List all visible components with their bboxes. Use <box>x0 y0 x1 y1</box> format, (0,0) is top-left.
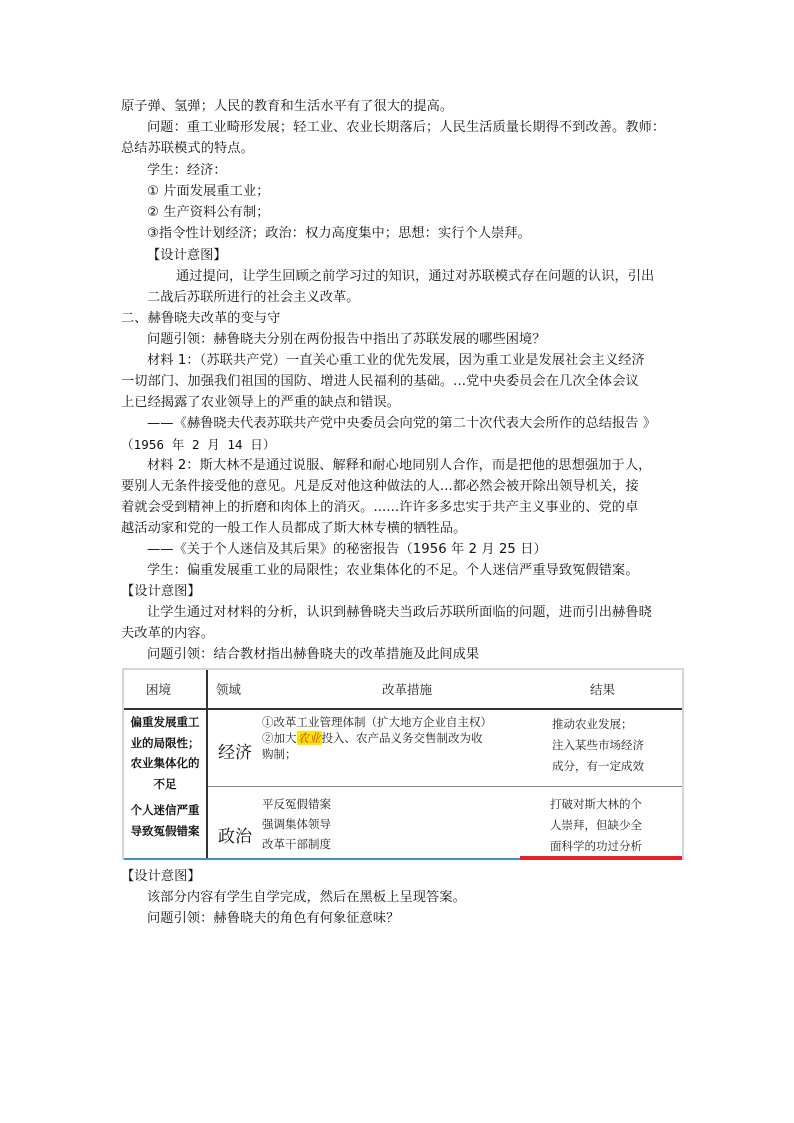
table-bottom-border <box>124 858 520 860</box>
dilemma-line: 不足 <box>153 776 177 791</box>
measure-line: 强调集体领导 <box>262 817 331 831</box>
list-item: ② 生产资料公有制； <box>147 205 270 220</box>
list-item: ① 片面发展重工业； <box>147 184 270 199</box>
result-line: 推动农业发展； <box>552 717 633 731</box>
header-measures: 改革措施 <box>382 682 433 697</box>
dilemma-line: 个人迷信严重 <box>130 803 200 817</box>
dilemma-line: 业的局限性； <box>130 735 200 750</box>
text-line: 二战后苏联所进行的社会主义改革。 <box>147 290 360 305</box>
dilemma-line: 农业集体化的 <box>130 756 200 770</box>
text-line: 通过提问，让学生回顾之前学习过的知识，通过对苏联模式存在问题的认识，引出 <box>176 269 655 284</box>
table-divider <box>206 670 208 860</box>
result-line: 注入某些市场经济 <box>552 738 644 752</box>
text-line: 问题引领：赫鲁晓夫的角色有何象征意味？ <box>147 911 400 926</box>
result-line: 面科学的功过分析 <box>550 839 642 853</box>
table-row-divider <box>208 786 684 787</box>
measure-line: 改革干部制度 <box>262 837 331 851</box>
measure-text: ②加大 <box>262 731 297 745</box>
text-line: 夫改革的内容。 <box>121 626 215 641</box>
measure-line: ①改革工业管理体制（扩大地方企业自主权） <box>262 715 492 729</box>
measure-line: 平反冤假错案 <box>262 797 331 811</box>
header-dilemma: 困境 <box>146 682 172 697</box>
reform-table-image <box>122 668 684 860</box>
text-line: 原子弹、氢弹；人民的教育和生活水平有了很大的提高。 <box>121 99 454 114</box>
citation-date: （1956 年 2 月 14 日） <box>121 437 276 452</box>
text-line: 要别人无条件接受他的意见。凡是反对他这种做法的人...都必然会被开除出领导机关，接 <box>121 479 639 494</box>
text-line: 学生：偏重发展重工业的局限性；农业集体化的不足。个人迷信严重导致冤假错案。 <box>147 563 639 578</box>
section-label: 【设计意图】 <box>121 584 201 599</box>
text-line: 问题引领：结合教材指出赫鲁晓夫的改革措施及此间成果 <box>147 647 480 662</box>
text-line: 总结苏联模式的特点。 <box>121 141 254 156</box>
text-line: 越活动家和党的一般工作人员都成了斯大林专横的牺牲品。 <box>121 521 467 536</box>
measure-line <box>262 730 483 746</box>
text-line: 学生：经济： <box>147 163 227 178</box>
text-line: 一切部门、加强我们祖国的国防、增进人民福利的基础。...党中央委员会在几次全体会议 <box>121 374 639 389</box>
text-line: 材料 1：（苏联共产党）一直关心重工业的优先发展，因为重工业是发展社会主义经济 <box>147 353 645 368</box>
field-politics: 政治 <box>218 827 252 847</box>
text-line: 着就会受到精神上的折磨和肉体上的消灭。......许许多多忠实于共产主义事业的、党的卓 <box>121 500 639 515</box>
red-underline-mark <box>520 856 684 860</box>
measure-text: 投入、农产品义务交售制改为收 <box>321 731 483 745</box>
text-line: 问题：重工业畸形发展；轻工业、农业长期落后；人民生活质量长期得不到改善。教师： <box>147 120 666 135</box>
text-line: 材料 2：斯大林不是通过说服、解释和耐心地同别人合作，而是把他的思想强加于人， <box>147 458 652 473</box>
text-line: 该部分内容有学生自学完成，然后在黑板上呈现答案。 <box>147 890 466 905</box>
field-economy: 经济 <box>218 743 252 763</box>
header-result: 结果 <box>590 682 616 697</box>
text-line: 问题引领：赫鲁晓夫分别在两份报告中指出了苏联发展的哪些困境？ <box>147 332 546 347</box>
measure-line: 购制； <box>262 747 297 761</box>
result-line: 成分，有一定成效 <box>552 759 644 773</box>
section-label: 【设计意图】 <box>121 869 201 884</box>
dilemma-line: 导致冤假错案 <box>130 823 200 838</box>
citation: ——《关于个人迷信及其后果》的秘密报告（1956 年 2 月 25 日） <box>147 542 547 557</box>
result-line: 人崇拜，但缺少全 <box>550 818 642 832</box>
section-label: 【设计意图】 <box>147 248 227 263</box>
header-field: 领域 <box>216 682 242 697</box>
citation: ——《赫鲁晓夫代表苏联共产党中央委员会向党的第二十次代表大会所作的总结报告 》 <box>147 416 657 431</box>
text-line: 让学生通过对材料的分析，认识到赫鲁晓夫当政后苏联所面临的问题，进而引出赫鲁晓 <box>147 605 652 620</box>
result-line: 打破对斯大林的个 <box>550 797 642 811</box>
dilemma-line: 偏重发展重工 <box>130 715 200 729</box>
highlighted-word: 农业 <box>297 731 321 745</box>
section-heading: 二、赫鲁晓夫改革的变与守 <box>121 311 281 326</box>
list-item: ③指令性计划经济；政治：权力高度集中；思想：实行个人崇拜。 <box>147 226 531 241</box>
dilemma-cell <box>124 708 206 860</box>
text-line: 上已经揭露了农业领导上的严重的缺点和错误。 <box>121 395 401 410</box>
